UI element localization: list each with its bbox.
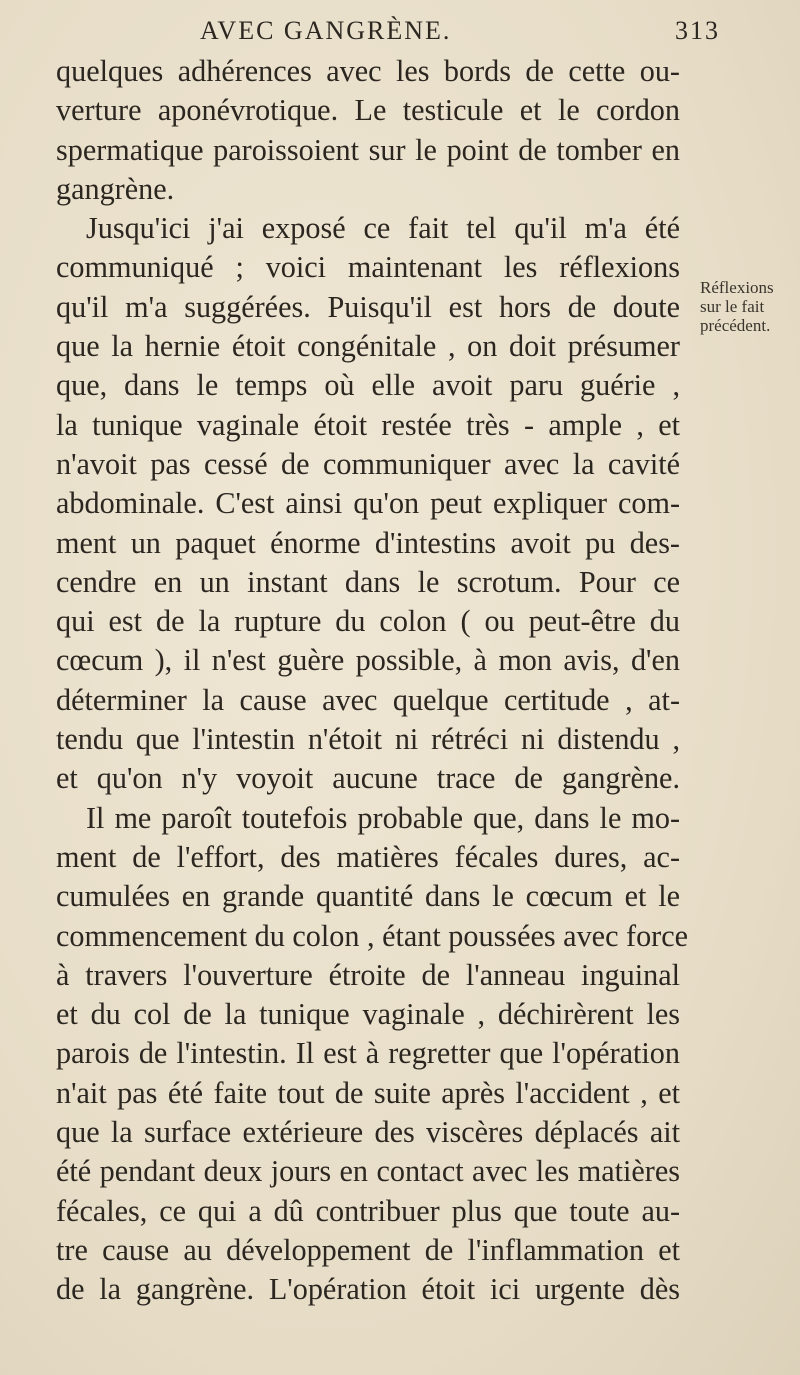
- page-number: 313: [675, 16, 720, 45]
- text-line: Il me paroît toutefois probable que, dans le mo-: [86, 800, 680, 835]
- body-text: [56, 52, 689, 1310]
- text-line: communiqué ; voici maintenant les réflexions: [56, 250, 680, 285]
- text-line: n'ait pas été faite tout de suite après l'accident , et: [56, 1075, 680, 1110]
- text-line: tre cause au développement de l'inflammation et: [56, 1232, 680, 1267]
- text-line: Jusqu'ici j'ai exposé ce fait tel qu'il m'a été: [86, 211, 680, 246]
- text-line: quelques adhérences avec les bords de cette ou-: [56, 54, 680, 88]
- text-line: fécales, ce qui a dû contribuer plus que toute au-: [56, 1193, 680, 1228]
- text-line: spermatique paroissoient sur le point de tomber en: [56, 132, 680, 167]
- text-line: cumulées en grande quantité dans le cœcum et le: [56, 879, 680, 914]
- text-line: gangrène.: [56, 171, 175, 206]
- text-line: que la hernie étoit congénitale , on doit présumer: [56, 329, 680, 364]
- margin-note: [700, 278, 795, 335]
- text-line: et qu'on n'y voyoit aucune trace de gangrène.: [56, 761, 680, 796]
- text-line: abdominale. C'est ainsi qu'on peut expliquer com-: [56, 486, 680, 521]
- running-header: [200, 16, 720, 52]
- text-line: ment de l'effort, des matières fécales dures, ac-: [56, 839, 680, 874]
- text-line: qu'il m'a suggérées. Puisqu'il est hors de doute: [56, 289, 680, 324]
- margin-note-line: Réflexions: [700, 278, 774, 297]
- text-line: à travers l'ouverture étroite de l'anneau inguinal: [56, 957, 680, 992]
- text-line: déterminer la cause avec quelque certitude , at-: [56, 682, 680, 717]
- text-line: que la surface extérieure des viscères déplacés ait: [56, 1115, 680, 1150]
- text-line: cœcum ), il n'est guère possible, à mon avis, d'en: [56, 643, 680, 678]
- running-title: AVEC GANGRÈNE.: [200, 16, 452, 45]
- margin-note-line: sur le fait: [700, 297, 765, 316]
- text-line: la tunique vaginale étoit restée très - ample , et: [56, 407, 680, 442]
- text-line: de la gangrène. L'opération étoit ici urgente dès: [56, 1272, 680, 1307]
- margin-note-line: précédent.: [700, 316, 771, 335]
- text-line: parois de l'intestin. Il est à regretter que l'opération: [56, 1036, 680, 1071]
- text-line: tendu que l'intestin n'étoit ni rétréci ni distendu ,: [56, 722, 680, 757]
- text-line: verture aponévrotique. Le testicule et le cordon: [56, 93, 680, 128]
- text-line: cendre en un instant dans le scrotum. Pour ce: [56, 564, 680, 599]
- text-line: et du col de la tunique vaginale , déchirèrent les: [56, 997, 680, 1032]
- text-line: ment un paquet énorme d'intestins avoit pu des-: [56, 525, 680, 560]
- text-line: qui est de la rupture du colon ( ou peut-être du: [56, 604, 680, 639]
- text-line: n'avoit pas cessé de communiquer avec la cavité: [56, 446, 680, 481]
- text-line: que, dans le temps où elle avoit paru guérie ,: [56, 368, 680, 403]
- text-line: commencement du colon , étant poussées avec force: [56, 918, 689, 953]
- text-line: été pendant deux jours en contact avec les matières: [56, 1154, 680, 1189]
